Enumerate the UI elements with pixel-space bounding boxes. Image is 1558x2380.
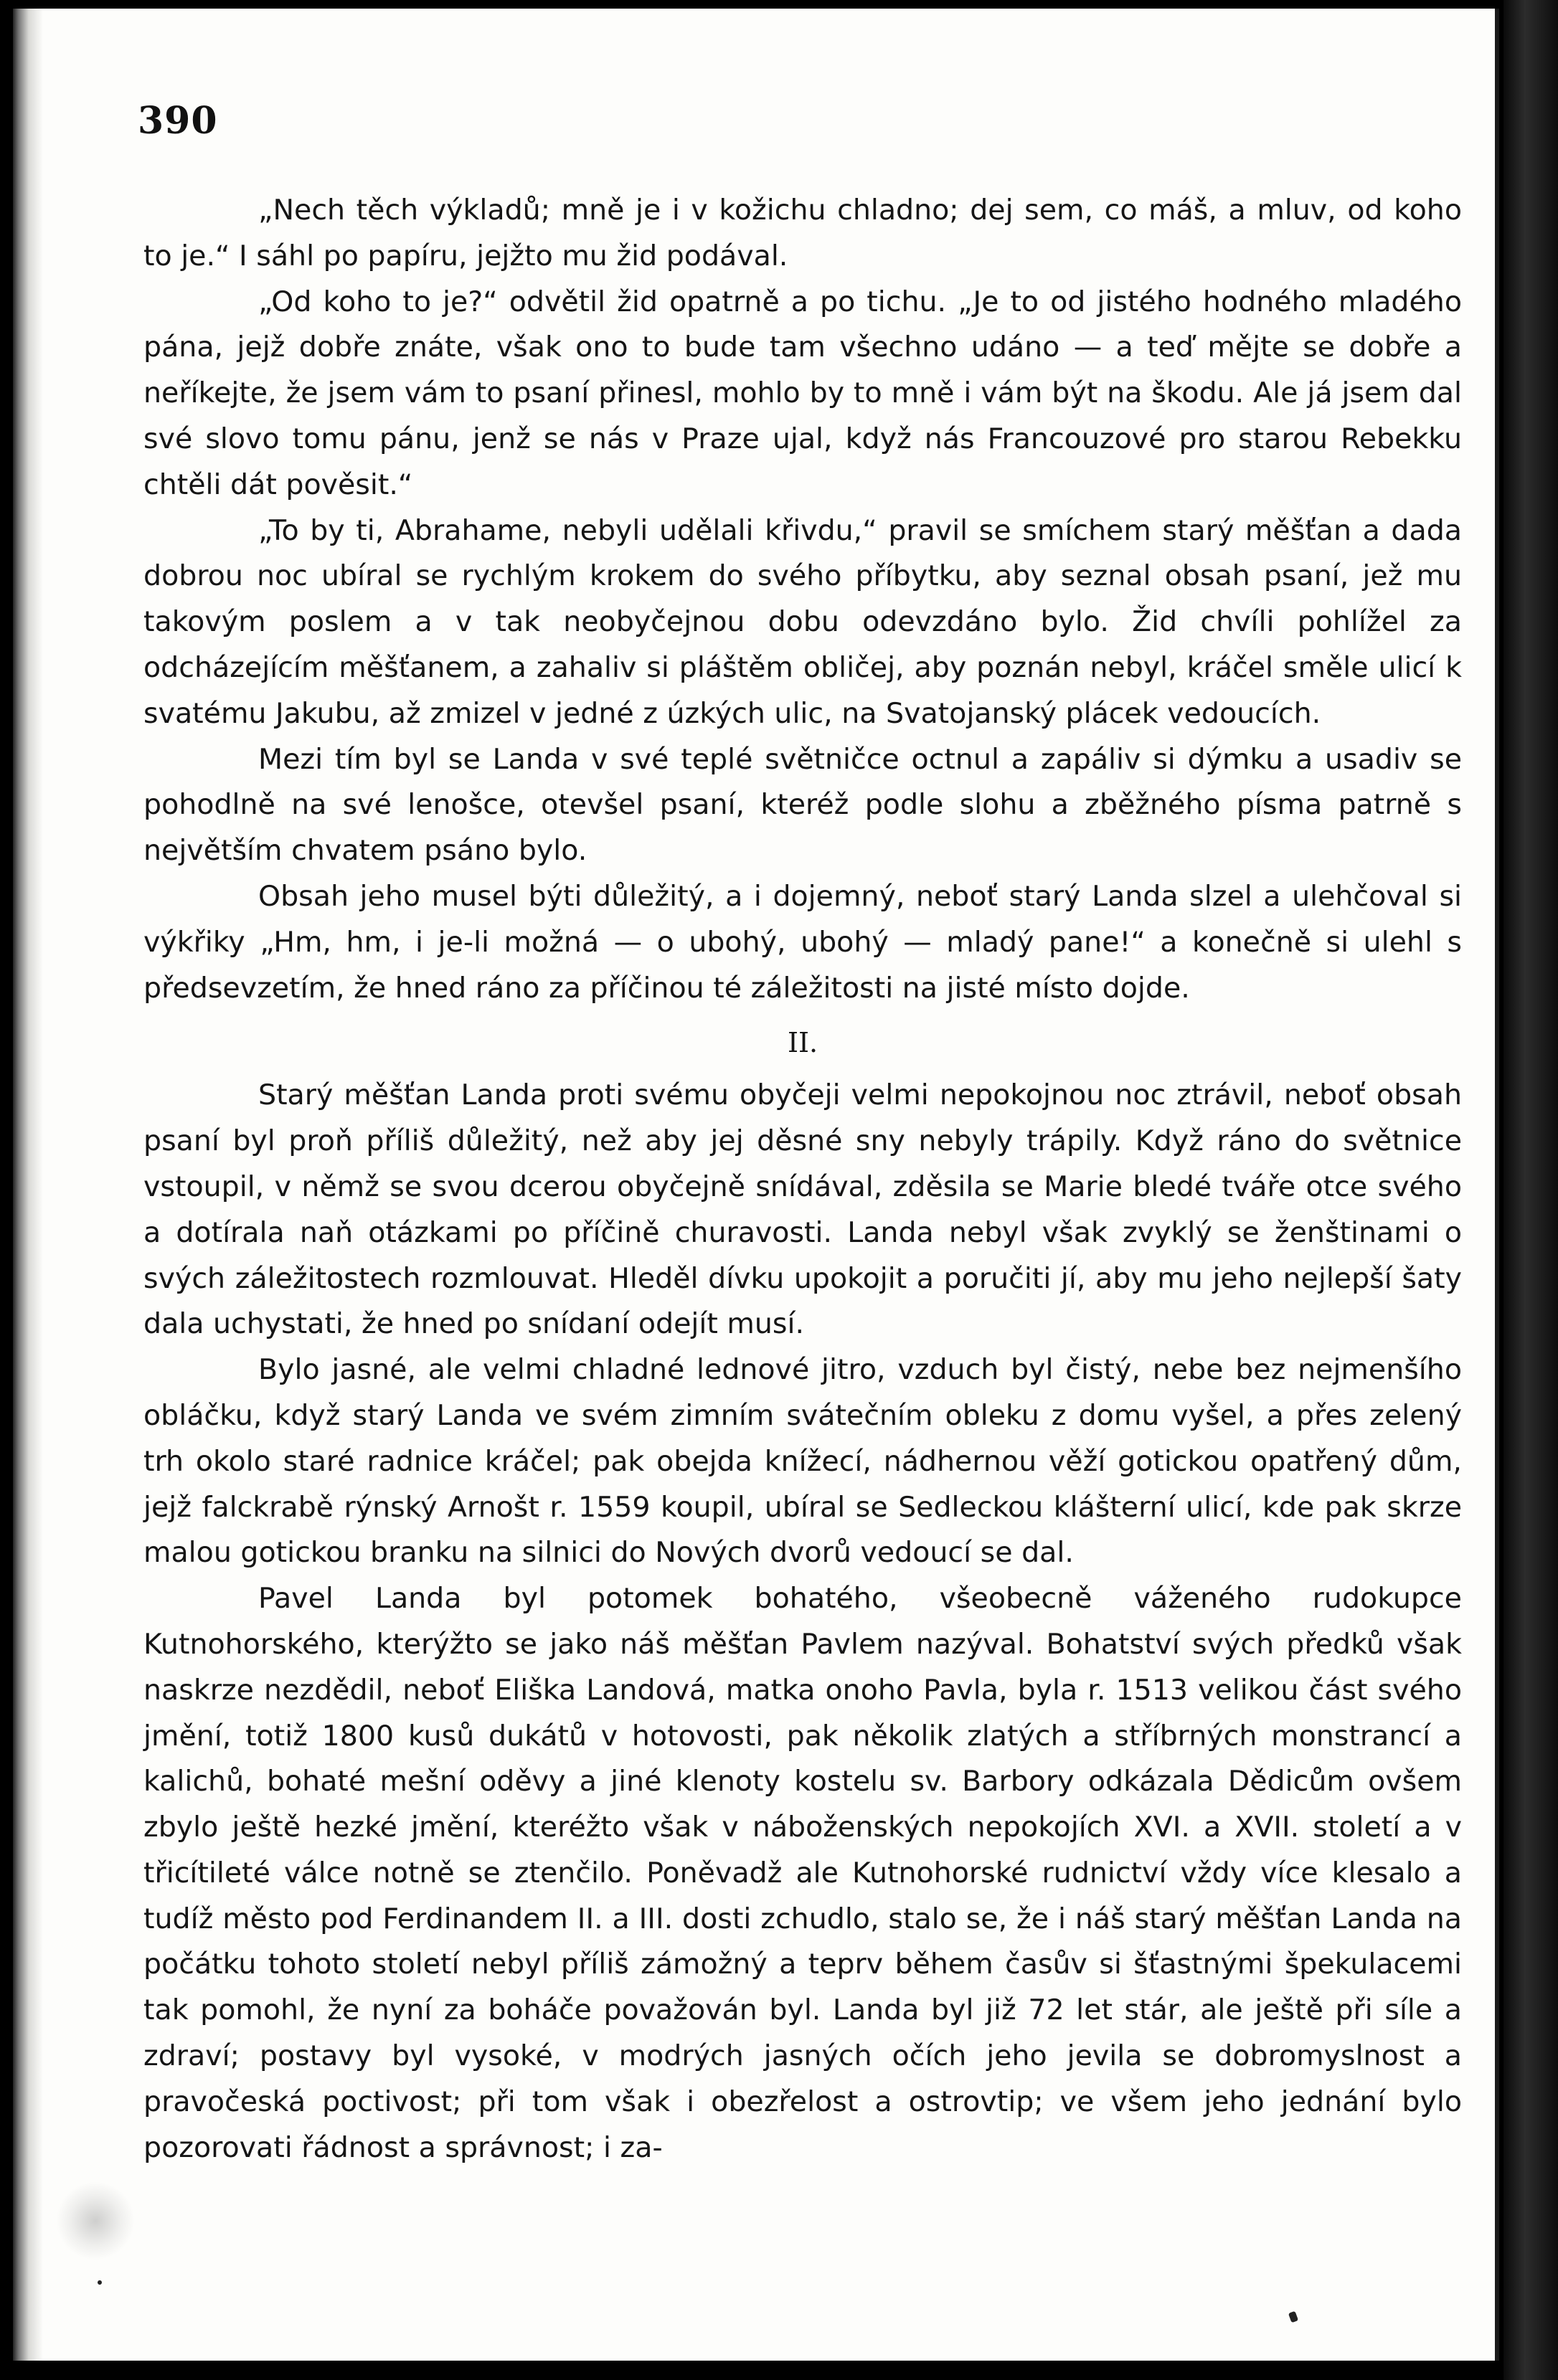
page-body-text	[143, 188, 1462, 2171]
page-number: 390	[138, 99, 218, 143]
paragraph: Bylo jasné, ale velmi chladné lednové jitro, vzduch byl čistý, nebe bez nejmenšího obláčku, když starý Landa ve svém zimním svátečním obleku z domu vyšel, a přes zelený trh okolo staré radnice kráčel; pak obejda knížecí, nádhernou věží gotickou opatřený dům, jejž falckrabě rýnský Arnošt r. 1559 koupil, ubíral se Sedleckou klášterní ulicí, kde pak skrze malou gotickou branku na silnici do Nových dvorů vedoucí se dal.	[143, 1353, 1462, 1570]
paragraph: Starý měšťan Landa proti svému obyčeji velmi nepokojnou noc ztrávil, neboť obsah psaní byl proň příliš důležitý, než aby jej děsné sny nebyly trápily. Když ráno do světnice vstoupil, v němž se svou dcerou obyčejně snídával, zděsila se Marie bledé tváře otce svého a dotírala naň otázkami po příčině churavosti. Landa nebyl však zvyklý se ženštinami o svých záležitostech rozmlouvat. Hleděl dívku upokojit a poručiti jí, aby mu jeho nejlepší šaty dala uchystati, že hned po snídaní odejít musí.	[143, 1078, 1462, 1341]
ink-speck	[97, 2280, 103, 2285]
section-heading: II.	[787, 1027, 818, 1059]
paragraph: Obsah jeho musel býti důležitý, a i dojemný, neboť starý Landa slzel a ulehčoval si výkřiky „Hm, hm, i je-li možná — o ubohý, ubohý — mladý pane!“ a konečně si ulehl s předsevzetím, že hned ráno za příčinou té záležitosti na jisté místo dojde.	[143, 879, 1462, 1005]
paragraph: Pavel Landa byl potomek bohatého, všeobecně váženého rudokupce Kutnohorského, kterýžto se jako náš měšťan Pavlem nazýval. Bohatství svých předků však naskrze nezdědil, neboť Eliška Landová, matka onoho Pavla, byla r. 1513 velikou část svého jmění, totiž 1800 kusů dukátů v hotovosti, pak několik zlatých a stříbrných monstrancí a kalichů, bohaté mešní oděvy a jiné klenoty kostelu sv. Barbory odkázala Dědicům ovšem zbylo ještě hezké jmění, kteréžto však v náboženských nepokojích XVI. a XVII. století a v třicítileté válce notně se ztenčilo. Poněvadž ale Kutnohorské rudnictví vždy více klesalo a tudíž město pod Ferdinandem II. a III. dosti zchudlo, stalo se, že i náš starý měšťan Landa na počátku tohoto století nebyl příliš zámožný a teprv během časův si šťastnými špekulacemi tak pomohl, že nyní za boháče považován byl. Landa byl již 72 let stár, ale ještě při síle a zdraví; postavy byl vysoké, v modrých jasných očích jeho jevila se dobromyslnost a pravočeská poctivost; při tom však i obezřelost a ostrovtip; ve všem jeho jednání bylo pozorovati řádnost a správnost; i za-	[143, 1582, 1462, 2164]
paragraph: Mezi tím byl se Landa v své teplé světničce octnul a zapáliv si dýmku a usadiv se pohodlně na své lenošce, otevšel psaní, kteréž podle slohu a zběžného písma patrně s největším chvatem psáno bylo.	[143, 742, 1462, 868]
ink-speck	[1288, 2311, 1298, 2323]
paper-stain	[56, 2181, 135, 2260]
paragraph: „Nech těch výkladů; mně je i v kožichu chladno; dej sem, co máš, a mluv, od koho to je.“ I sáhl po papíru, jejžto mu žid podával.	[143, 194, 1462, 272]
facing-page-edge	[1503, 0, 1558, 2380]
paragraph: „Od koho to je?“ odvětil žid opatrně a po tichu. „Je to od jistého hodného mladého pána, jejž dobře znáte, však ono to bude tam všechno udáno — a teď mějte se dobře a neříkejte, že jsem vám to psaní přinesl, mohlo by to mně i vám být na škodu. Ale já jsem dal své slovo tomu pánu, jenž se nás v Praze ujal, když nás Francouzové pro starou Rebekku chtěli dát pověsit.“	[143, 285, 1462, 501]
paragraph: „To by ti, Abrahame, nebyli udělali křivdu,“ pravil se smíchem starý měšťan a dada dobrou noc ubíral se rychlým krokem do svého příbytku, aby seznal obsah psaní, jež mu takovým poslem a v tak neobyčejnou dobu odevzdáno bylo. Žid chvíli pohlížel za odcházejícím měšťanem, a zahaliv si pláštěm obličej, aby poznán nebyl, kráčel směle ulicí k svatému Jakubu, až zmizel v jedné z úzkých ulic, na Svatojanský plácek vedoucích.	[143, 513, 1462, 730]
